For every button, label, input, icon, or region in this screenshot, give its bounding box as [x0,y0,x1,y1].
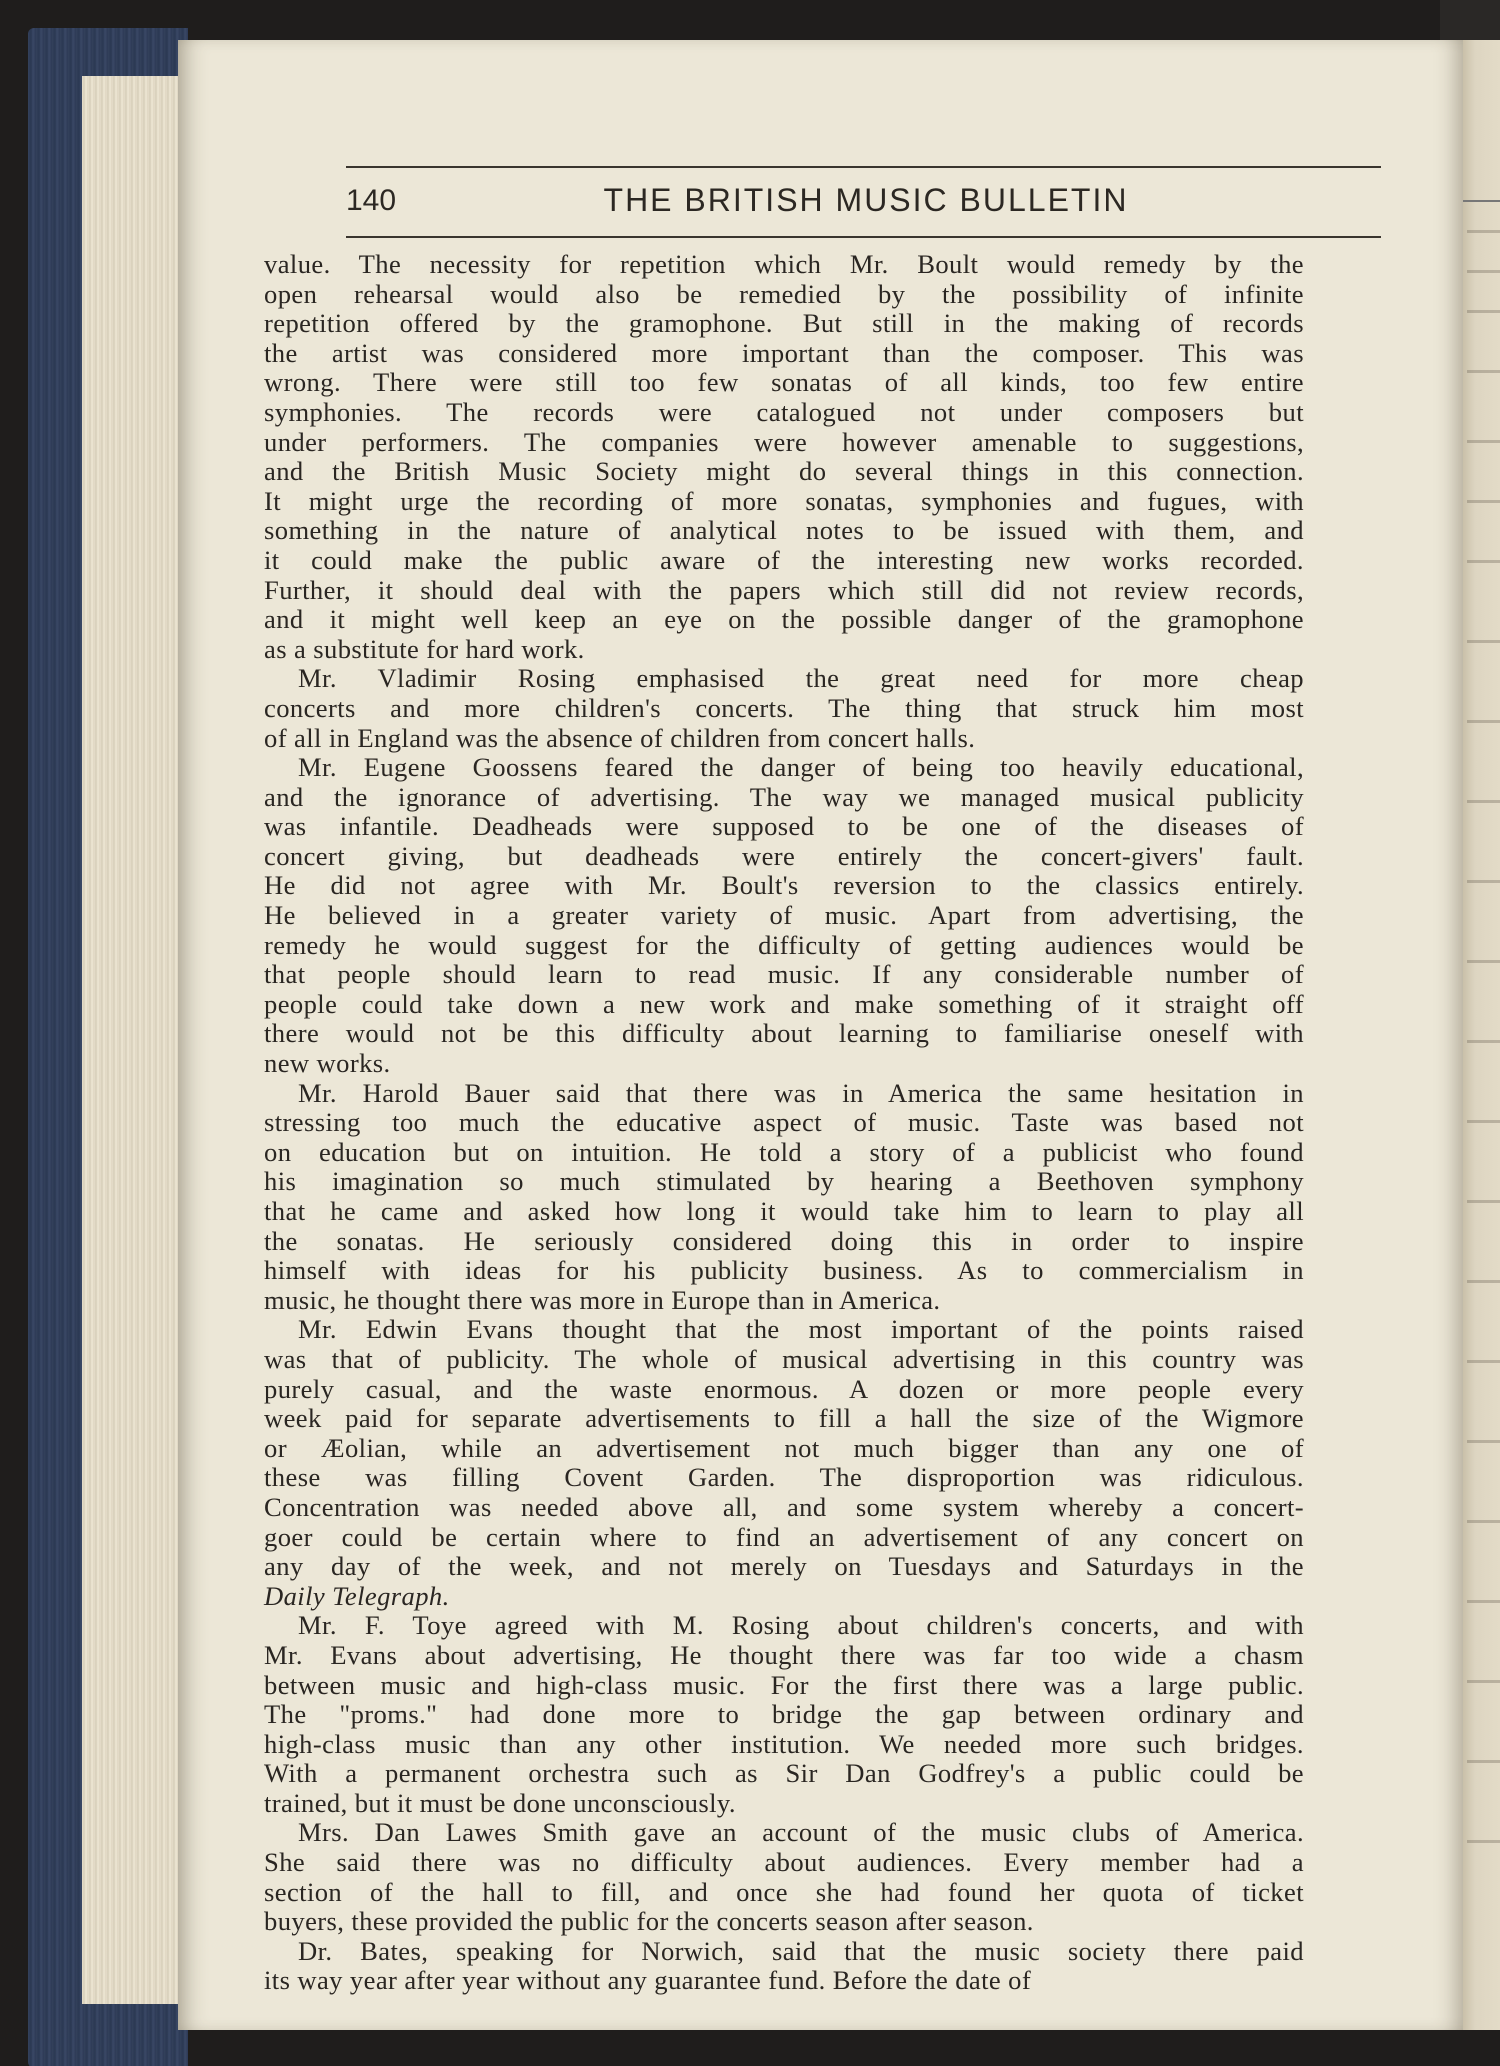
text-line: concert giving, but deadheads were entirely the concert-givers' fault. [264,840,1304,871]
paragraph [264,1818,1304,1936]
text-line: She said there was no difficulty about audiences. Every member had a [264,1847,1304,1878]
text-line: new works. [264,1048,391,1079]
text-line: Mr. Evans about advertising, He thought there was far too wide a chasm [264,1639,1304,1670]
facing-page-rule [1463,200,1500,202]
text-line: Concentration was needed above all, and some system whereby a concert- [264,1491,1304,1522]
text-line: and it might well keep an eye on the possible danger of the gramophone [264,604,1304,635]
text-line: was that of publicity. The whole of musical advertising in this country was [264,1343,1304,1374]
text-line: Mr. Vladimir Rosing emphasised the great need for more cheap [298,663,1304,694]
text-line: Mrs. Dan Lawes Smith gave an account of the music clubs of America. [298,1817,1304,1848]
text-line: remedy he would suggest for the difficulty of getting audiences would be [264,929,1304,960]
text-line: buyers, these provided the public for the concerts season after season. [264,1906,1034,1937]
text-line: Mr. F. Toye agreed with M. Rosing about children's concerts, and with [298,1610,1304,1641]
text-line: Mr. Harold Bauer said that there was in America the same hesitation in [298,1077,1304,1108]
text-line: purely casual, and the waste enormous. A dozen or more people every [264,1373,1304,1404]
text-line: and the British Music Society might do several things in this connection. [264,456,1304,487]
text-line: With a permanent orchestra such as Sir Dan Godfrey's a public could be [264,1758,1304,1789]
text-line: something in the nature of analytical notes to be issued with them, and [264,515,1304,546]
text-line: people could take down a new work and make something of it straight off [264,988,1304,1019]
text-line: of all in England was the absence of children from concert halls. [264,722,976,753]
text-line: value. The necessity for repetition which Mr. Boult would remedy by the [264,249,1304,279]
paragraph [264,250,1304,664]
paragraph [264,1079,1304,1316]
text-line: It might urge the recording of more sonatas, symphonies and fugues, with [264,485,1304,516]
page-edges [82,76,182,2004]
text-line: He did not agree with Mr. Boult's reversion to the classics entirely. [264,870,1304,901]
text-line: his imagination so much stimulated by hearing a Beethoven symphony [264,1166,1304,1197]
text-line: that people should learn to read music. If any considerable number of [264,959,1304,990]
article-body [264,250,1304,1996]
text-line: that he came and asked how long it would take him to learn to play all [264,1196,1304,1226]
text-line: repetition offered by the gramophone. But still in the making of records [264,308,1304,339]
header-rule-top [346,166,1381,168]
text-line: Daily Telegraph. [264,1580,450,1611]
text-line: goer could be certain where to find an advertisement of any concert on [264,1521,1304,1552]
text-line: stressing too much the educative aspect of music. Taste was based not [264,1107,1304,1138]
running-title: THE BRITISH MUSIC BULLETIN [603,182,1129,218]
paragraph [264,1937,1304,1996]
text-line: symphonies. The records were catalogued not under composers but [264,396,1304,427]
text-line: it could make the public aware of the interesting new works recorded. [264,544,1304,575]
text-line: Mr. Eugene Goossens feared the danger of being too heavily educational, [298,752,1304,783]
book-page [178,40,1463,2030]
text-line: the sonatas. He seriously considered doing this in order to inspire [264,1225,1304,1256]
text-line: music, he thought there was more in Europe than in America. [264,1284,941,1315]
page-header [346,132,1381,242]
text-line: or Æolian, while an advertisement not much bigger than any one of [264,1432,1304,1463]
text-line: wrong. There were still too few sonatas of all kinds, too few entire [264,367,1304,398]
paragraph [264,753,1304,1079]
text-line: high-class music than any other institution. We needed more such bridges. [264,1728,1304,1759]
text-line: He believed in a greater variety of music. Apart from advertising, the [264,900,1304,931]
text-line: the artist was considered more important than the composer. This was [264,337,1304,368]
header-rule-bottom [346,236,1381,238]
text-line: himself with ideas for his publicity business. As to commercialism in [264,1255,1304,1286]
text-line: on education but on intuition. He told a story of a publicist who found [264,1136,1304,1167]
text-line: The "proms." had done more to bridge the gap between ordinary and [264,1699,1304,1730]
text-line: there would not be this difficulty about learning to familiarise oneself with [264,1018,1304,1049]
text-line: open rehearsal would also be remedied by the possibility of infinite [264,278,1304,309]
text-line: Dr. Bates, speaking for Norwich, said that the music society there paid [298,1935,1304,1966]
text-line: as a substitute for hard work. [264,633,585,664]
text-line: its way year after year without any guarantee fund. Before the date of [264,1965,1032,1996]
page-number: 140 [346,184,397,217]
paragraph [264,664,1304,753]
text-line: and the ignorance of advertising. The way we managed musical publicity [264,781,1304,812]
text-line: was infantile. Deadheads were supposed to be one of the diseases of [264,811,1304,842]
text-line: week paid for separate advertisements to fill a hall the size of the Wigmore [264,1403,1304,1434]
facing-page [1463,40,1500,2030]
text-line: these was filling Covent Garden. The disproportion was ridiculous. [264,1462,1304,1493]
text-line: any day of the week, and not merely on Tuesdays and Saturdays in the [264,1551,1304,1582]
paragraph [264,1315,1304,1611]
text-line: Mr. Edwin Evans thought that the most important of the points raised [298,1314,1304,1345]
text-line: trained, but it must be done unconsciously. [264,1787,736,1818]
text-line: between music and high-class music. For the first there was a large public. [264,1669,1304,1700]
text-line: Further, it should deal with the papers which still did not review records, [264,574,1304,605]
text-line: section of the hall to fill, and once she had found her quota of ticket [264,1876,1304,1907]
text-line: concerts and more children's concerts. The thing that struck him most [264,692,1304,723]
text-line: under performers. The companies were however amenable to suggestions, [264,426,1304,457]
paragraph [264,1611,1304,1818]
